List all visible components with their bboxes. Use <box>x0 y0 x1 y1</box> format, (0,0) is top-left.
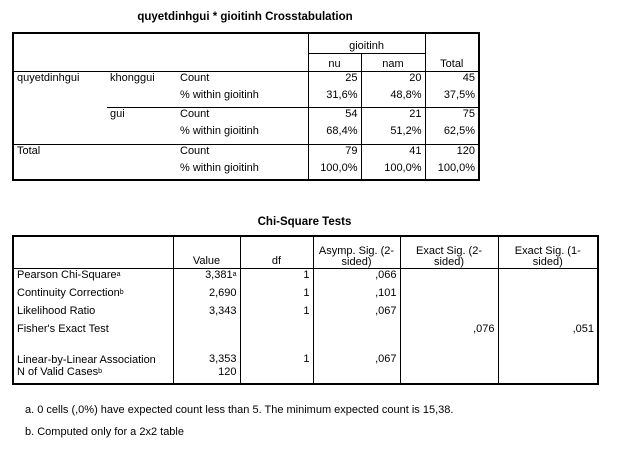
cell: 62,5% <box>425 125 479 144</box>
group-header: gioitinh <box>308 33 425 53</box>
cell: 120 <box>425 144 479 162</box>
row-stat-label: Count <box>177 71 308 89</box>
row-stat-label: % within gioitinh <box>177 89 308 107</box>
chisq-row-label: Pearson Chi-Square$^a$ <box>13 268 173 287</box>
chisq-corner <box>13 236 173 268</box>
cell: 100,0% <box>308 162 361 180</box>
cell: 48,8% <box>361 89 425 107</box>
cell: 37,5% <box>425 89 479 107</box>
col-header-total: Total <box>425 53 479 71</box>
cell: 2,690 <box>173 287 240 305</box>
cell: 100,0% <box>425 162 479 180</box>
chisq-header-value: Value <box>173 236 240 268</box>
cell: 100,0% <box>361 162 425 180</box>
chisq-header-asymp: Asymp. Sig. (2-sided) <box>313 236 400 268</box>
row-stat-label: Count <box>177 144 308 162</box>
row-var-label <box>13 162 107 180</box>
cell: 3,343 <box>173 305 240 323</box>
cell <box>173 323 240 341</box>
cell <box>498 305 598 323</box>
footnote-a: a. 0 cells (,0%) have expected count less than 5. The minimum expected count is 15,38. <box>25 404 454 416</box>
footnote-b: b. Computed only for a 2x2 table <box>25 426 184 438</box>
cell <box>498 366 598 384</box>
row-var-label <box>13 107 107 125</box>
col-header-nam: nam <box>361 53 425 71</box>
chisq-row-label: Continuity Correction$^b$ <box>13 287 173 305</box>
chisq-header-exact1: Exact Sig. (1-sided) <box>498 236 598 268</box>
cell: ,066 <box>313 268 400 287</box>
row-cat-label <box>107 162 177 180</box>
cell: 75 <box>425 107 479 125</box>
cell: 21 <box>361 107 425 125</box>
row-var-label <box>13 125 107 144</box>
cell: 68,4% <box>308 125 361 144</box>
crosstab-title: quyetdinhgui * gioitinh Crosstabulation <box>137 11 353 23</box>
chisq-row-label: Likelihood Ratio <box>13 305 173 323</box>
cell: 45 <box>425 71 479 89</box>
row-var-label: quyetdinhgui <box>13 71 107 89</box>
chisq-row-label: Linear-by-Linear Association <box>13 341 173 366</box>
cell: 20 <box>361 71 425 89</box>
cell: 1 <box>240 305 313 323</box>
total-header-top <box>425 33 479 53</box>
row-var-label <box>13 89 107 107</box>
chisq-title: Chi-Square Tests <box>257 216 352 228</box>
cell <box>400 305 498 323</box>
chisq-header-exact2: Exact Sig. (2-sided) <box>400 236 498 268</box>
chisq-row-label: N of Valid Cases$^b$ <box>13 366 173 384</box>
cell: 41 <box>361 144 425 162</box>
row-stat-label: % within gioitinh <box>180 125 259 137</box>
cell <box>400 287 498 305</box>
cell: 31,6% <box>308 89 361 107</box>
chisq-header-df: df <box>240 236 313 268</box>
crosstab-table <box>12 32 480 181</box>
cell: 25 <box>308 71 361 89</box>
row-cat-label: khonggui <box>107 71 177 89</box>
cell: 120 <box>173 366 240 384</box>
row-cat-label <box>107 144 177 162</box>
row-cat-label <box>107 125 177 144</box>
row-stat-label: Count <box>180 107 210 120</box>
cell <box>313 323 400 341</box>
cell <box>400 366 498 384</box>
cell <box>313 366 400 384</box>
cell: 1 <box>240 268 313 287</box>
cell: ,051 <box>498 323 598 341</box>
row-stat-label: % within gioitinh <box>177 162 308 180</box>
row-var-label: Total <box>13 144 107 162</box>
cell: 3,353 <box>173 341 240 366</box>
col-header-nu: nu <box>308 53 361 71</box>
cell: 54 <box>308 107 361 125</box>
cell: 1 <box>240 341 313 366</box>
row-cat-label <box>107 89 177 107</box>
chisq-row-label: Fisher's Exact Test <box>13 323 173 341</box>
chisq-table <box>12 235 599 385</box>
cell <box>240 366 313 384</box>
cell <box>240 323 313 341</box>
row-cat-label: gui <box>110 107 125 120</box>
cell: 1 <box>240 287 313 305</box>
cell: 51,2% <box>361 125 425 144</box>
corner-cell <box>13 33 308 71</box>
cell: ,076 <box>400 323 498 341</box>
cell: 3,381$^a$ <box>173 268 240 287</box>
cell: 79 <box>308 144 361 162</box>
cell: ,067 <box>313 341 400 366</box>
cell <box>498 268 598 287</box>
cell <box>498 287 598 305</box>
cell <box>400 341 498 366</box>
cell <box>498 341 598 366</box>
cell: ,101 <box>313 287 400 305</box>
cell: ,067 <box>313 305 400 323</box>
cell <box>400 268 498 287</box>
